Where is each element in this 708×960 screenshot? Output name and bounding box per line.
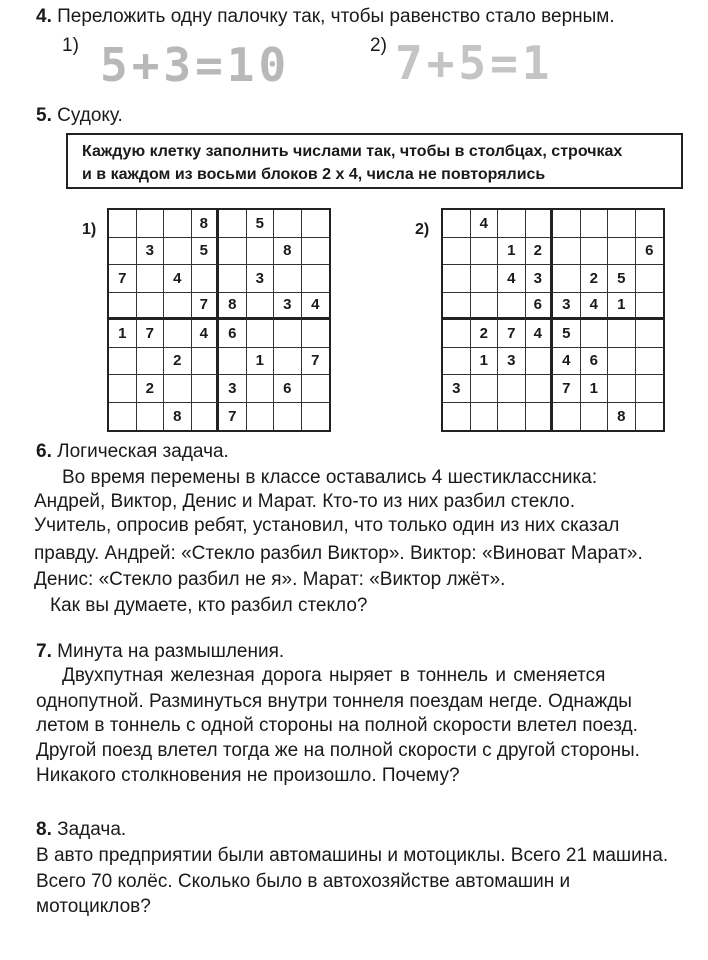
sudoku-cell: 3 bbox=[137, 238, 165, 266]
sudoku-cell bbox=[109, 403, 137, 431]
sudoku-cell bbox=[471, 403, 499, 431]
sudoku-cell: 8 bbox=[219, 293, 247, 321]
sudoku-cell bbox=[302, 210, 330, 238]
sudoku-cell bbox=[636, 293, 664, 321]
sudoku-cell: 4 bbox=[302, 293, 330, 321]
sudoku-cell: 4 bbox=[581, 293, 609, 321]
sudoku-cell bbox=[443, 403, 471, 431]
task7-heading bbox=[36, 640, 284, 664]
task6-heading bbox=[36, 440, 229, 464]
sudoku-rules-box bbox=[66, 133, 683, 189]
sudoku-cell: 4 bbox=[164, 265, 192, 293]
sudoku-cell: 2 bbox=[581, 265, 609, 293]
task6-line: Во время перемены в классе оставались 4 шестиклассника: bbox=[62, 467, 598, 488]
sudoku-cell bbox=[608, 320, 636, 348]
sudoku-cell bbox=[471, 238, 499, 266]
sudoku-cell bbox=[274, 348, 302, 376]
sudoku-cell bbox=[274, 403, 302, 431]
sudoku-cell: 3 bbox=[247, 265, 275, 293]
sudoku-cell: 2 bbox=[526, 238, 554, 266]
sudoku-cell bbox=[443, 238, 471, 266]
task4-text: Переложить одну палочку так, чтобы равенство стало верным. bbox=[57, 6, 615, 27]
matchstick-equation-2: 7+5=1 bbox=[395, 36, 554, 90]
sudoku-cell bbox=[137, 265, 165, 293]
sudoku-cell bbox=[219, 348, 247, 376]
sudoku-cell bbox=[302, 375, 330, 403]
sudoku-cell bbox=[137, 210, 165, 238]
sudoku-cell: 3 bbox=[526, 265, 554, 293]
sudoku-cell bbox=[471, 265, 499, 293]
sudoku-cell bbox=[164, 210, 192, 238]
sudoku-cell bbox=[109, 293, 137, 321]
sudoku-cell bbox=[302, 238, 330, 266]
sudoku-cell: 6 bbox=[581, 348, 609, 376]
task4-item2-label: 2) bbox=[370, 35, 387, 56]
sudoku-cell bbox=[581, 238, 609, 266]
task5-heading bbox=[36, 104, 123, 128]
sudoku-cell bbox=[274, 265, 302, 293]
task7-line: Другой поезд влетел тогда же на полной скорости с другой стороны. bbox=[36, 740, 640, 761]
task6-line: Как вы думаете, кто разбил стекло? bbox=[50, 595, 368, 616]
sudoku-cell: 5 bbox=[608, 265, 636, 293]
sudoku-cell: 7 bbox=[109, 265, 137, 293]
sudoku-cell: 6 bbox=[526, 293, 554, 321]
sudoku-cell: 7 bbox=[553, 375, 581, 403]
sudoku-cell: 3 bbox=[219, 375, 247, 403]
sudoku-cell: 6 bbox=[636, 238, 664, 266]
sudoku-cell: 1 bbox=[247, 348, 275, 376]
sudoku-cell: 7 bbox=[192, 293, 220, 321]
sudoku-cell bbox=[302, 320, 330, 348]
sudoku-cell bbox=[636, 210, 664, 238]
sudoku-cell: 8 bbox=[164, 403, 192, 431]
sudoku-cell: 7 bbox=[137, 320, 165, 348]
task6-number: 6. bbox=[36, 441, 52, 462]
sudoku-cell bbox=[137, 403, 165, 431]
sudoku-cell bbox=[498, 293, 526, 321]
sudoku-cell bbox=[443, 210, 471, 238]
task5-number: 5. bbox=[36, 105, 52, 126]
task7-line: Двухпутная железная дорога ныряет в тоннель и сменяется bbox=[62, 665, 606, 686]
sudoku-cell bbox=[526, 210, 554, 238]
sudoku-cell bbox=[608, 375, 636, 403]
sudoku-cell: 2 bbox=[164, 348, 192, 376]
sudoku-cell bbox=[608, 210, 636, 238]
task4-heading bbox=[36, 5, 615, 29]
sudoku-cell bbox=[192, 375, 220, 403]
sudoku-cell bbox=[498, 375, 526, 403]
task8-line: Всего 70 колёс. Сколько было в автохозяйстве автомашин и bbox=[36, 871, 571, 892]
sudoku-cell bbox=[302, 403, 330, 431]
sudoku-cell bbox=[164, 238, 192, 266]
sudoku-cell: 4 bbox=[553, 348, 581, 376]
sudoku-cell: 7 bbox=[498, 320, 526, 348]
sudoku-cell bbox=[443, 293, 471, 321]
grid2-label: 2) bbox=[415, 221, 430, 238]
sudoku-cell bbox=[219, 238, 247, 266]
sudoku-grid-1 bbox=[107, 208, 331, 432]
sudoku-cell bbox=[526, 375, 554, 403]
sudoku-cell bbox=[636, 348, 664, 376]
sudoku-cell bbox=[636, 375, 664, 403]
rule-line-1: Каждую клетку заполнить числами так, чтобы в столбцах, строчках bbox=[82, 143, 623, 160]
task6-line: Денис: «Стекло разбил не я». Марат: «Виктор лжёт». bbox=[34, 569, 506, 590]
sudoku-cell bbox=[302, 265, 330, 293]
sudoku-cell bbox=[164, 375, 192, 403]
sudoku-cell bbox=[219, 265, 247, 293]
matchstick-equation-1: 5+3=10 bbox=[100, 38, 291, 92]
sudoku-cell: 6 bbox=[219, 320, 247, 348]
sudoku-cell bbox=[192, 403, 220, 431]
sudoku-cell: 4 bbox=[192, 320, 220, 348]
sudoku-cell bbox=[636, 403, 664, 431]
sudoku-cell bbox=[553, 403, 581, 431]
sudoku-cell bbox=[526, 348, 554, 376]
sudoku-cell bbox=[247, 375, 275, 403]
sudoku-cell bbox=[636, 265, 664, 293]
sudoku-cell bbox=[274, 210, 302, 238]
sudoku-cell: 3 bbox=[443, 375, 471, 403]
sudoku-cell: 8 bbox=[192, 210, 220, 238]
sudoku-cell: 1 bbox=[471, 348, 499, 376]
sudoku-cell: 4 bbox=[526, 320, 554, 348]
task8-title: Задача. bbox=[57, 819, 127, 840]
task7-line: однопутной. Разминуться внутри тоннеля поездам негде. Однажды bbox=[36, 691, 632, 712]
sudoku-cell bbox=[443, 265, 471, 293]
sudoku-cell: 7 bbox=[302, 348, 330, 376]
sudoku-cell: 8 bbox=[608, 403, 636, 431]
sudoku-cell bbox=[192, 348, 220, 376]
sudoku-cell: 2 bbox=[137, 375, 165, 403]
sudoku-cell bbox=[608, 238, 636, 266]
task7-line: Никакого столкновения не произошло. Почему? bbox=[36, 765, 460, 786]
sudoku-cell: 1 bbox=[109, 320, 137, 348]
task8-number: 8. bbox=[36, 819, 52, 840]
sudoku-cell: 8 bbox=[274, 238, 302, 266]
sudoku-cell bbox=[164, 293, 192, 321]
task8-line: мотоциклов? bbox=[36, 896, 151, 917]
rule-line-2: и в каждом из восьми блоков 2 х 4, числа не повторялись bbox=[82, 166, 546, 183]
sudoku-cell: 7 bbox=[219, 403, 247, 431]
sudoku-cell bbox=[581, 403, 609, 431]
task6-line: Учитель, опросив ребят, установил, что только один из них сказал bbox=[34, 515, 620, 536]
sudoku-cell bbox=[443, 348, 471, 376]
sudoku-cell bbox=[581, 320, 609, 348]
sudoku-cell: 3 bbox=[553, 293, 581, 321]
sudoku-cell bbox=[553, 238, 581, 266]
sudoku-cell bbox=[553, 265, 581, 293]
sudoku-cell bbox=[553, 210, 581, 238]
task4-item1-label: 1) bbox=[62, 35, 79, 56]
sudoku-cell bbox=[109, 375, 137, 403]
task8-heading bbox=[36, 818, 126, 842]
sudoku-cell: 5 bbox=[553, 320, 581, 348]
sudoku-cell: 6 bbox=[274, 375, 302, 403]
sudoku-cell bbox=[247, 293, 275, 321]
sudoku-cell: 2 bbox=[471, 320, 499, 348]
sudoku-cell bbox=[219, 210, 247, 238]
task7-line: летом в тоннель с одной стороны на полной скорости влетел поезд. bbox=[36, 715, 638, 736]
sudoku-cell bbox=[247, 238, 275, 266]
sudoku-cell: 5 bbox=[247, 210, 275, 238]
sudoku-cell bbox=[498, 210, 526, 238]
sudoku-cell: 5 bbox=[192, 238, 220, 266]
sudoku-cell bbox=[498, 403, 526, 431]
sudoku-cell bbox=[137, 293, 165, 321]
sudoku-cell bbox=[109, 348, 137, 376]
sudoku-cell: 1 bbox=[581, 375, 609, 403]
sudoku-cell bbox=[247, 320, 275, 348]
task5-title: Судоку. bbox=[57, 105, 123, 126]
task6-line: Андрей, Виктор, Денис и Марат. Кто-то из них разбил стекло. bbox=[34, 491, 576, 512]
sudoku-grid-2 bbox=[441, 208, 665, 432]
task8-line: В авто предприятии были автомашины и мотоциклы. Всего 21 машина. bbox=[36, 845, 669, 866]
sudoku-cell bbox=[443, 320, 471, 348]
sudoku-cell bbox=[526, 403, 554, 431]
sudoku-cell bbox=[274, 320, 302, 348]
grid1-label: 1) bbox=[82, 221, 97, 238]
sudoku-cell bbox=[109, 238, 137, 266]
task4-number: 4. bbox=[36, 6, 52, 27]
sudoku-cell: 4 bbox=[498, 265, 526, 293]
sudoku-cell bbox=[192, 265, 220, 293]
sudoku-cell bbox=[247, 403, 275, 431]
sudoku-cell bbox=[164, 320, 192, 348]
sudoku-cell: 3 bbox=[274, 293, 302, 321]
sudoku-cell bbox=[471, 375, 499, 403]
task7-title: Минута на размышления. bbox=[57, 641, 285, 662]
sudoku-cell: 3 bbox=[498, 348, 526, 376]
sudoku-cell bbox=[109, 210, 137, 238]
sudoku-cell bbox=[636, 320, 664, 348]
sudoku-cell: 4 bbox=[471, 210, 499, 238]
sudoku-cell: 1 bbox=[608, 293, 636, 321]
task6-title: Логическая задача. bbox=[57, 441, 229, 462]
sudoku-cell bbox=[137, 348, 165, 376]
sudoku-cell bbox=[608, 348, 636, 376]
task7-number: 7. bbox=[36, 641, 52, 662]
task6-line: правду. Андрей: «Стекло разбил Виктор». Виктор: «Виноват Марат». bbox=[34, 543, 643, 564]
sudoku-cell: 1 bbox=[498, 238, 526, 266]
sudoku-cell bbox=[581, 210, 609, 238]
sudoku-cell bbox=[471, 293, 499, 321]
